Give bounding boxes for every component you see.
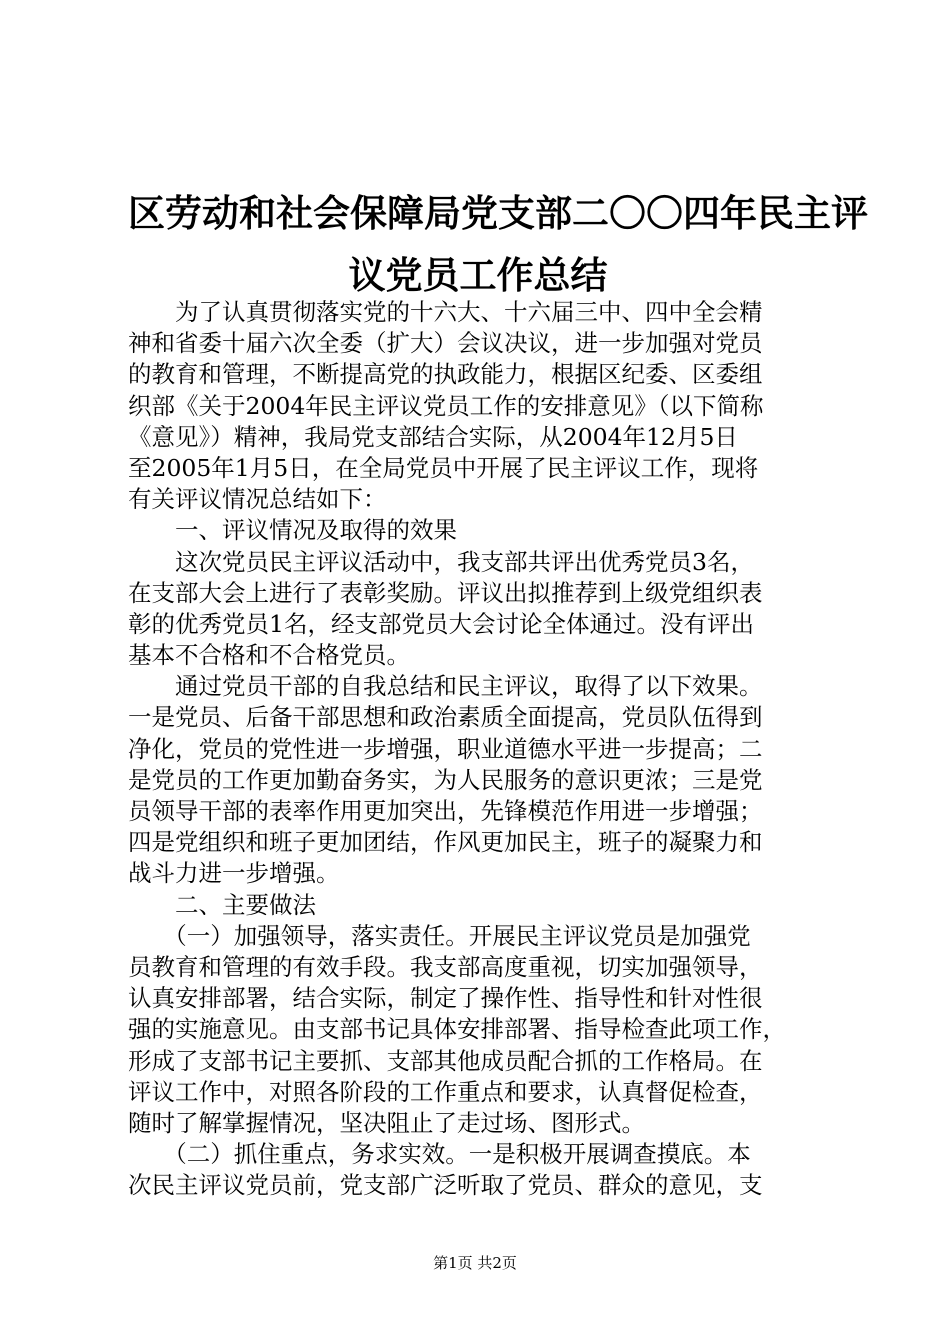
body-text-line: （一）加强领导，落实责任。开展民主评议党员是加强党 [128,921,751,950]
body-text-line: 净化，党员的党性进一步增强，职业道德水平进一步提高；二 [128,734,763,763]
body-text-line: 评议工作中，对照各阶段的工作重点和要求，认真督促检查， [128,1077,763,1106]
body-text-line: 强的实施意见。由支部书记具体安排部署、指导检查此项工作， [128,1015,786,1044]
body-text-line: 次民主评议党员前，党支部广泛听取了党员、群众的意见，支 [128,1171,763,1200]
body-text-line: 二、主要做法 [128,890,316,919]
body-text-line: 神和省委十届六次全委（扩大）会议决议，进一步加强对党员 [128,329,763,358]
document-body [128,297,836,1201]
body-text-line: 一、评议情况及取得的效果 [128,516,457,545]
body-text-line: 随时了解掌握情况，坚决阻止了走过场、图形式。 [128,1108,645,1137]
body-text-line: 为了认真贯彻落实党的十六大、十六届三中、四中全会精 [128,298,763,326]
body-text-line: 形成了支部书记主要抓、支部其他成员配合抓的工作格局。在 [128,1046,763,1075]
body-text-line: 至2005年1月5日，在全局党员中开展了民主评议工作，现将 [128,453,759,482]
body-text-line: 有关评议情况总结如下： [128,485,387,514]
body-text-line: 一是党员、后备干部思想和政治素质全面提高，党员队伍得到 [128,703,763,732]
body-text-line: 通过党员干部的自我总结和民主评议，取得了以下效果。 [128,672,763,701]
body-text-line: 的教育和管理，不断提高党的执政能力，根据区纪委、区委组 [128,360,763,389]
body-text-line: 员教育和管理的有效手段。我支部高度重视，切实加强领导， [128,952,763,981]
body-text-line: 战斗力进一步增强。 [128,859,340,888]
body-text-line: 在支部大会上进行了表彰奖励。评议出拟推荐到上级党组织表 [128,578,763,607]
page-footer: 第1页 共2页 [433,1254,517,1272]
body-text-line: （二）抓住重点，务求实效。一是积极开展调查摸底。本 [128,1140,751,1169]
document-title-line-2: 议党员工作总结 [348,253,608,297]
body-text-line: 认真安排部署，结合实际，制定了操作性、指导性和针对性很 [128,984,763,1013]
body-text-line: 基本不合格和不合格党员。 [128,641,410,670]
body-text-line: 《意见》）精神，我局党支部结合实际，从2004年12月5日 [128,422,738,451]
body-text-line: 员领导干部的表率作用更加突出，先锋模范作用进一步增强； [128,797,763,825]
body-text-line: 四是党组织和班子更加团结，作风更加民主，班子的凝聚力和 [128,828,763,857]
body-text-line: 彰的优秀党员1名，经支部党员大会讨论全体通过。没有评出 [128,609,754,638]
body-text-line: 这次党员民主评议活动中，我支部共评出优秀党员3名， [128,547,754,576]
document-title-line-1: 区劳动和社会保障局党支部二〇〇四年民主评 [128,191,868,235]
body-text-line: 织部《关于2004年民主评议党员工作的安排意见》（以下简称 [128,391,764,420]
body-text-line: 是党员的工作更加勤奋务实，为人民服务的意识更浓；三是党 [128,765,763,794]
